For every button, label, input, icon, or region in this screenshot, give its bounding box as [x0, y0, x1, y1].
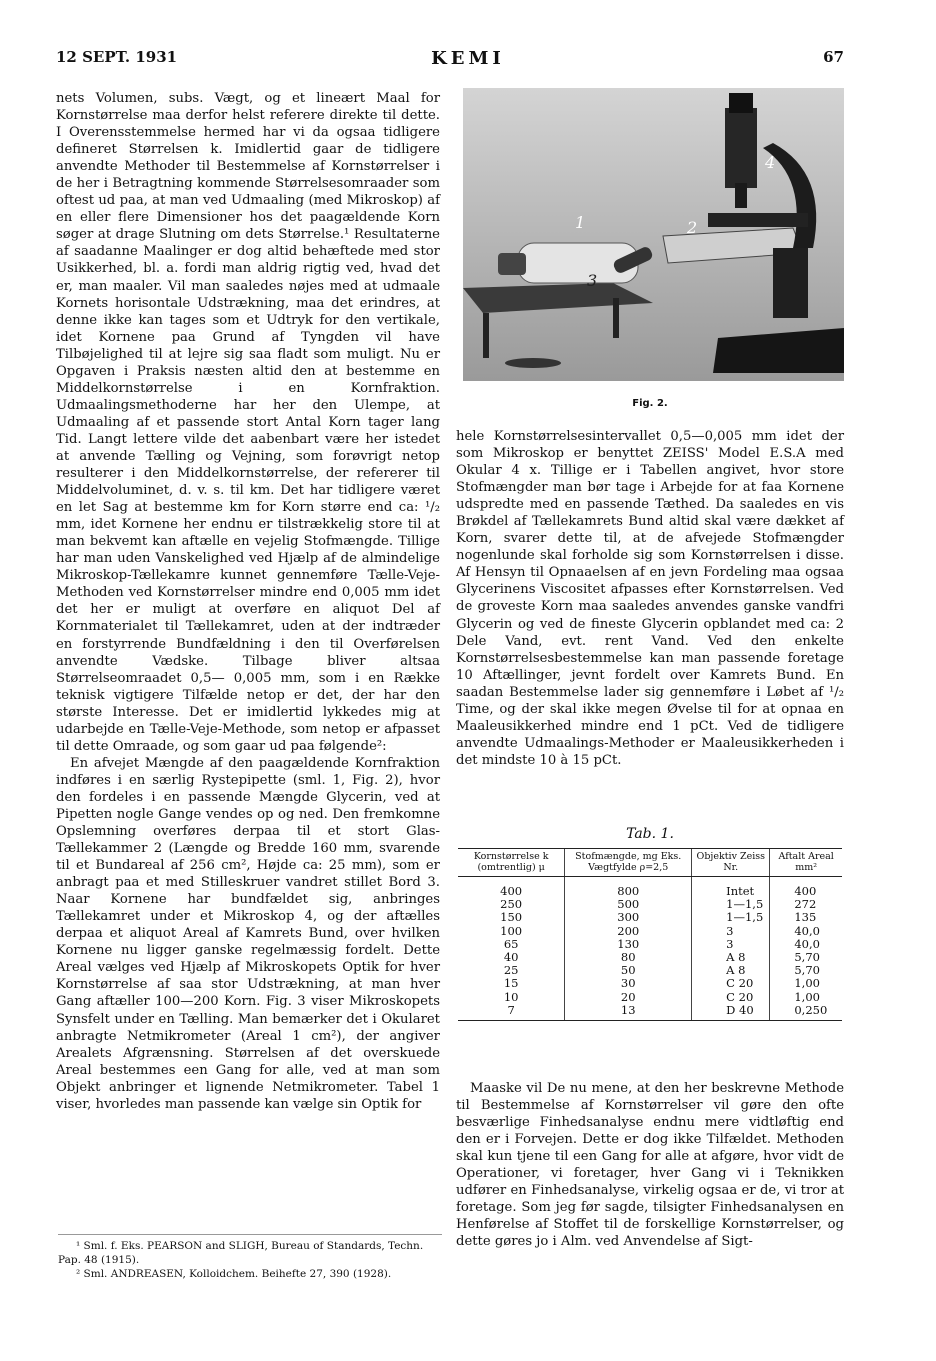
table-header: Aftalt Areal mm² — [770, 849, 842, 877]
table-cell: 7 — [458, 1004, 565, 1021]
figure-label: 3 — [587, 271, 598, 290]
table-row — [458, 1004, 842, 1021]
paragraph: nets Volumen, subs. Vægt, og et lineært Maal for Kornstørrelse maa derfor helst referere direkte til dette. I Overensstemmelse hermed har vi da ogsaa tidligere defineret Størrelsen k. Imidlertid gaar de tidligere anvendte Methoder til Bestemmelse af Kornstørrelser i de her i Betragtning kommende Størrelsesomraader som oftest ud paa, at man ved Udmaaling (med Mikroskop) af en eller flere Dimensioner hos det paagældende Korn søger at drage Slutning om dets Størrelse.¹ Resultaterne af saadanne Maalinger er dog altid behæftede med stor Usikkerhed, bl. a. fordi man aldrig rigtig ved, hvad det er, man maaler. Vil man saaledes nøjes med at udmaale Kornets horisontale Udstrækning, maa det erindres, at denne ikke kan tages som et Udtryk for den vertikale, idet Kornene paa Grund af Tyngden vil have Tilbøjelighed til at lejre sig saa fladt som muligt. Nu er Opgaven i Praksis næsten altid den at bestemme en Middelkornstørrelse i en Kornfraktion. Udmaalingsmethoderne har her den Ulempe, at Udmaaling af et passende stort Antal Korn tager lang Tid. Langt lettere vilde det aabenbart være her istedet at anvende Tælling og Vejning, som forøvrigt netop resulterer i den Middelkornstørrelse, der refererer til Middelvoluminet, d. v. s. til km. Det har tidligere været en let Sag at bestemme km for Korn større end ca: ¹/₂ mm, idet Kornene her endnu er tilstrækkelig store til at man bekvemt kan aftælle en vejelig Stofmængde. Tillige har man uden Vanskelighed ved Hjælp af de almindelige Mikroskop-Tællekamre kunnet gennemføre Tælle-Veje-Methoden ved Kornstørrelser mindre end 0,005 mm idet det her er muligt at overføre en aliquot Del af Kornmaterialet til Tællekamret, uden at der indtræder en forstyrrende Bundfældning i den til Overførelsen anvendte Vædske. Tilbage bliver altsaa Størrelseomraadet 0,5— 0,005 mm, som i en Række teknisk vigtigere Tilfælde netop er det, der har den største Interesse. Det er imidlertid lykkedes mig at udarbejde en Tælle-Veje-Methode, som netop er afpasset til dette Omraade, og som gaar ud paa følgende²: — [56, 91, 440, 754]
table-cell: 1,00 — [770, 991, 842, 1004]
table-header: Kornstørrelse k (omtrentlig) μ — [458, 849, 565, 877]
footnotes — [58, 1234, 442, 1281]
table-cell: 200 — [565, 925, 692, 938]
paragraph: hele Kornstørrelsesintervallet 0,5—0,005 mm idet der som Mikroskop er benyttet ZEISS' Model E.S.A med Okular 4 x. Tillige er i Tabellen angivet, hvor store Stofmængder man bør tage i Arbejde for at faa Kornene udspredte med en passende Tæthed. Da saaledes en vis Brøkdel af Tællekamrets Bund altid skal være dækket af Korn, svarer dette til, at de afvejede Stofmængder nogenlunde skal forholde sig som Kornstørrelsen i disse. Af Hensyn til Opnaaelsen af en jevn Fordeling maa ogsaa Glycerinens Viscositet afpasses efter Kornstørrelsen. Ved de groveste Korn maa saaledes anvendes ganske vandfri Glycerin og ved de fineste Glycerin opblandet med ca: 2 Dele Vand, evt. rent Vand. Ved den enkelte Kornstørrelsesbestemmelse kan man passende foretage 10 Aftællinger, jevnt fordelt over Kamrets Bund. En saadan Bestemmelse lader sig gennemføre i Løbet af ¹/₂ Time, og der skal ikke megen Øvelse til for at opnaa en Maaleusikkerhed mindre end 1 pCt. Ved de tidligere anvendte Udmaalings-Methoder er Maaleusikkerheden i det mindste 10 à 15 pCt. — [456, 429, 844, 768]
table-cell: A 8 — [692, 951, 770, 964]
running-header-date: 12 SEPT. 1931 — [56, 48, 178, 66]
table-row — [458, 991, 842, 1004]
table-row — [458, 925, 842, 938]
table-cell: 15 — [503, 976, 519, 991]
table-cell: C 20 — [692, 977, 770, 990]
table-row — [458, 977, 842, 990]
table-cell: 40,0 — [770, 925, 842, 938]
table-cell: 130 — [565, 938, 692, 951]
footnote: ¹ Sml. f. Eks. PEARSON and SLIGH, Bureau of Standards, Techn. Pap. 48 (1915). — [58, 1240, 424, 1266]
table-cell: 50 — [565, 964, 692, 977]
figure-photograph — [463, 88, 844, 381]
figure-label: 2 — [687, 218, 698, 237]
table-header: Objektiv Zeiss Nr. — [692, 849, 770, 877]
table-title: Tab. 1. — [626, 826, 674, 842]
table-cell: 30 — [565, 977, 692, 990]
paragraph: En afvejet Mængde af den paagældende Kornfraktion indføres i en særlig Rystepipette (sml. 1, Fig. 2), hvor den fordeles i en passende Mængde Glycerin, ved at Pipetten nogle Gange vendes op og ned. Den fremkomne Opslemning overføres derpaa til et stort Glas-Tællekammer 2 (Længde og Bredde 160 mm, svarende til et Bundareal af 256 cm², Højde ca: 25 mm), som er anbragt paa et med Stilleskruer vandret stillet Bord 3. Naar Kornene har bundfældet sig, anbringes Tællekamret under et Mikroskop 4, og der aftælles derpaa et aliquot Areal af Kamrets Bund, over hvilken Kornene nu ligger ganske regelmæssig fordelt. Dette Areal vælges ved Hjælp af Mikroskopets Optik for hver Kornstørrelse af saa stor Udstrækning, at man hver Gang aftæller 100—200 Korn. Fig. 3 viser Mikroskopets Synsfelt under en Tælling. Man bemærker det i Okularet anbragte Netmikrometer (Areal 1 cm²), der angiver Arealets Afgrænsning. Størrelsen af det overskuede Areal bestemmes een Gang for alle, ved at man som Objekt anbringer et lignende Netmikrometer. Tabel 1 viser, hvorledes man passende kan vælge sin Optik for — [56, 755, 440, 1112]
table-cell: 25 — [503, 963, 519, 978]
data-table — [458, 848, 842, 1021]
figure-label: 4 — [765, 153, 776, 172]
table-cell: 1—1,5 — [692, 911, 770, 924]
table-cell: 40,0 — [770, 938, 842, 951]
table-row — [458, 911, 842, 924]
table-cell: 400 — [770, 885, 842, 898]
table-cell: 500 — [565, 898, 692, 911]
table-cell: 300 — [565, 911, 692, 924]
footnote: ² Sml. ANDREASEN, Kolloidchem. Beihefte 27, 390 (1928). — [76, 1268, 392, 1280]
table-cell: 1—1,5 — [692, 898, 770, 911]
table-cell: 0,250 — [770, 1004, 842, 1021]
table-cell: A 8 — [692, 964, 770, 977]
table-cell: 3 — [692, 925, 770, 938]
table-header: Stofmængde, mg Eks. Vægtfylde ρ=2,5 — [565, 849, 692, 877]
table-cell: 3 — [692, 938, 770, 951]
table-cell: 150 — [500, 910, 523, 925]
paragraph: Maaske vil De nu mene, at den her beskrevne Methode til Bestemmelse af Kornstørrelser vil gøre den ofte besværlige Finhedsanalyse endnu mere vidtløftig end den er i Forvejen. Dette er dog ikke Tilfældet. Methoden skal kun tjene til een Gang for alle at afgøre, hvor vidt de Operationer, vi foretager, hver Gang vi i Teknikken udfører en Finhedsanalyse, virkelig ogsaa er de, vi tror at foretage. Som jeg før sagde, tilsigter Finhedsanalysen en Henførelse af Stoffet til de forskellige Kornstørrelser, og dette gøres jo i Alm. ved Anvendelse af Sigt- — [456, 1081, 844, 1250]
table-cell: 100 — [500, 923, 523, 938]
table-cell: 20 — [565, 991, 692, 1004]
microscope-apparatus-image — [463, 88, 844, 381]
table-cell: 1,00 — [770, 977, 842, 990]
journal-title: KEMI — [431, 48, 505, 69]
table-cell: 80 — [565, 951, 692, 964]
right-column — [456, 428, 844, 769]
table-cell: 800 — [565, 885, 692, 898]
table-cell: 272 — [770, 898, 842, 911]
figure-caption: Fig. 2. — [632, 398, 668, 409]
page-number: 67 — [823, 48, 844, 66]
table-cell: 40 — [503, 950, 519, 965]
table-cell: 5,70 — [770, 964, 842, 977]
right-column-continued — [456, 1080, 844, 1250]
table-cell: 65 — [503, 936, 519, 951]
left-column — [56, 90, 440, 1113]
figure-label: 1 — [575, 213, 586, 232]
table-cell: C 20 — [692, 991, 770, 1004]
table-cell: D 40 — [692, 1004, 770, 1021]
table-cell: 135 — [770, 911, 842, 924]
table-cell: 400 — [500, 884, 523, 898]
table-cell: 250 — [500, 897, 523, 912]
table-cell: 5,70 — [770, 951, 842, 964]
table-cell: 10 — [503, 989, 519, 1004]
table-cell: Intet — [692, 885, 770, 898]
table-cell: 13 — [565, 1004, 692, 1021]
